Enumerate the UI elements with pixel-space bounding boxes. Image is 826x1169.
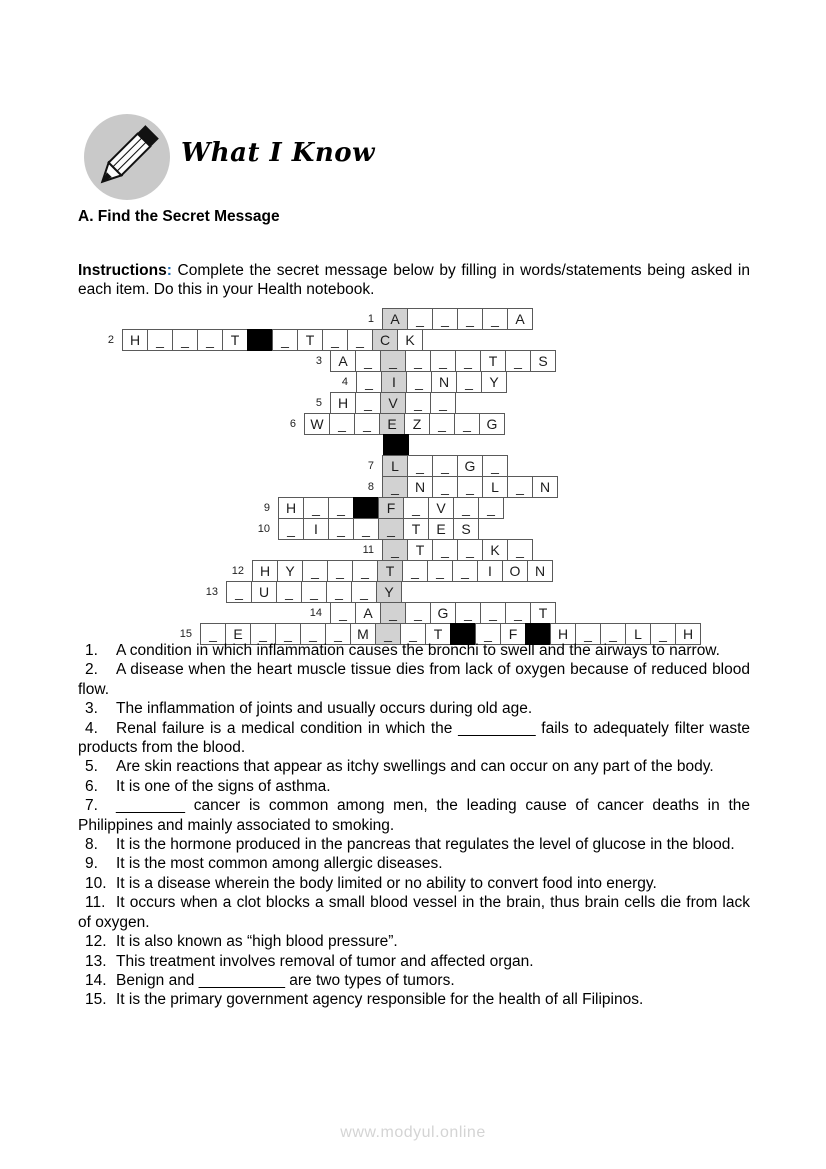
- clue-number: 8.: [85, 836, 98, 854]
- puzzle-row: [231, 560, 553, 582]
- puzzle-cell: _: [430, 350, 456, 372]
- puzzle-cell: T: [530, 602, 556, 624]
- puzzle-cell: _: [453, 497, 479, 519]
- puzzle-row: [367, 476, 558, 498]
- clue-number: 9.: [85, 855, 98, 873]
- puzzle-row-number: 4: [341, 376, 348, 388]
- clue-number: 12.: [85, 933, 107, 951]
- puzzle-cell: _: [355, 392, 381, 414]
- puzzle-cell: O: [502, 560, 528, 582]
- clue-text: The inflammation of joints and usually occurs during old age.: [116, 700, 533, 718]
- puzzle-cell: _: [432, 476, 458, 498]
- puzzle-cell: G: [430, 602, 456, 624]
- clue-item: [78, 796, 750, 835]
- puzzle-cell: _: [329, 413, 355, 435]
- puzzle-cell: V: [428, 497, 454, 519]
- puzzle-row-number: 7: [367, 460, 374, 472]
- clue-number: 7.: [85, 797, 98, 815]
- puzzle-row-number: 5: [315, 397, 322, 409]
- puzzle-cell: K: [397, 329, 423, 351]
- puzzle-cell: G: [479, 413, 505, 435]
- clue-item: [78, 990, 750, 1009]
- instructions-colon: :: [166, 261, 172, 279]
- puzzle-cell: _: [507, 476, 533, 498]
- puzzle-row: [205, 581, 402, 603]
- puzzle-cell: _: [326, 581, 352, 603]
- puzzle-cell: _: [328, 518, 354, 540]
- puzzle-row-number: 9: [263, 502, 270, 514]
- clue-number: 13.: [85, 952, 107, 970]
- instructions-paragraph: [78, 261, 750, 300]
- puzzle-cell: T: [403, 518, 429, 540]
- puzzle-cell: _: [172, 329, 198, 351]
- puzzle-cell: _: [355, 350, 381, 372]
- clue-text: Renal failure is a medical condition in which the _________ fails to adequately filter waste products from the blood.: [78, 719, 750, 757]
- puzzle-row: [289, 413, 505, 435]
- puzzle-cell: _: [351, 581, 377, 603]
- puzzle-cell: _: [353, 518, 379, 540]
- puzzle-row: [367, 308, 533, 330]
- puzzle-cell: _: [330, 602, 356, 624]
- puzzle-cell: E: [225, 623, 251, 645]
- clue-number: 4.: [85, 719, 98, 737]
- puzzle-cell: N: [527, 560, 553, 582]
- puzzle-cell: _: [456, 371, 482, 393]
- puzzle-cell: A: [355, 602, 381, 624]
- clue-text: It occurs when a clot blocks a small blood vessel in the brain, thus brain cells die from lack of oxygen.: [78, 894, 750, 931]
- puzzle-cell: _: [407, 308, 433, 330]
- puzzle-cell-highlight: T: [377, 560, 403, 582]
- puzzle-cell: F: [500, 623, 526, 645]
- puzzle-cell: U: [251, 581, 277, 603]
- puzzle-cell: _: [276, 581, 302, 603]
- puzzle-cell-highlight: _: [382, 476, 408, 498]
- puzzle-cell: _: [303, 497, 329, 519]
- puzzle-cell-highlight: A: [382, 308, 408, 330]
- puzzle-cell: H: [330, 392, 356, 414]
- puzzle-cell: _: [328, 497, 354, 519]
- puzzle-row: [263, 497, 504, 519]
- clue-item: [78, 854, 750, 873]
- clue-text: It is a disease wherein the body limited or no ability to convert food into energy.: [116, 874, 657, 892]
- puzzle-cell: _: [278, 518, 304, 540]
- puzzle-cell: I: [303, 518, 329, 540]
- puzzle-cell: _: [429, 413, 455, 435]
- puzzle-cell: E: [428, 518, 454, 540]
- puzzle-cell: _: [354, 413, 380, 435]
- puzzle-row-number: 14: [309, 607, 322, 619]
- clue-item: [78, 893, 750, 932]
- puzzle-cell-highlight: Y: [376, 581, 402, 603]
- puzzle-cell: A: [330, 350, 356, 372]
- clue-item: [78, 777, 750, 796]
- puzzle-cell: M: [350, 623, 376, 645]
- puzzle-cell: _: [356, 371, 382, 393]
- puzzle-cell: _: [147, 329, 173, 351]
- puzzle-cell: H: [550, 623, 576, 645]
- puzzle-cell: W: [304, 413, 330, 435]
- puzzle-cell: _: [403, 497, 429, 519]
- puzzle-cell: _: [457, 476, 483, 498]
- clue-number: 15.: [85, 991, 107, 1009]
- clue-text: It is the primary government agency responsible for the health of all Filipinos.: [116, 991, 644, 1009]
- puzzle-cell: _: [432, 539, 458, 561]
- puzzle-row-number: 8: [367, 481, 374, 493]
- puzzle-cell: L: [625, 623, 651, 645]
- puzzle-cell: _: [482, 308, 508, 330]
- puzzle-cell: _: [478, 497, 504, 519]
- puzzle-cell: _: [250, 623, 276, 645]
- puzzle-cell: _: [432, 455, 458, 477]
- puzzle-cell-highlight: F: [378, 497, 404, 519]
- puzzle-cell: _: [407, 455, 433, 477]
- puzzle-cell: T: [425, 623, 451, 645]
- page-title: What I Know: [181, 138, 375, 168]
- puzzle-cell: S: [530, 350, 556, 372]
- clue-number: 1.: [85, 642, 98, 659]
- puzzle-cell: A: [507, 308, 533, 330]
- puzzle-cell: _: [475, 623, 501, 645]
- puzzle-cell: T: [222, 329, 248, 351]
- instructions-text: Complete the secret message below by filling in words/statements being asked in each item. Do this in your Health notebook.: [78, 261, 750, 298]
- puzzle-cell: _: [302, 560, 328, 582]
- puzzle-row: [315, 350, 556, 372]
- puzzle-cell: _: [327, 560, 353, 582]
- puzzle-cell: _: [650, 623, 676, 645]
- clue-item: [78, 641, 750, 660]
- puzzle-cell-highlight: I: [381, 371, 407, 393]
- puzzle-cell: T: [297, 329, 323, 351]
- puzzle-cell-black: [353, 497, 379, 519]
- puzzle-cell: Y: [277, 560, 303, 582]
- puzzle-cell: K: [482, 539, 508, 561]
- puzzle-cell: _: [347, 329, 373, 351]
- puzzle-row: [341, 371, 507, 393]
- puzzle-cell: _: [405, 392, 431, 414]
- puzzle-row-number: 13: [205, 586, 218, 598]
- puzzle-row-number: 15: [179, 628, 192, 640]
- puzzle-cell: H: [675, 623, 701, 645]
- pencil-icon-graphic: [84, 114, 170, 200]
- puzzle-cell: _: [405, 350, 431, 372]
- puzzle-cell: S: [453, 518, 479, 540]
- clue-text: A disease when the heart muscle tissue dies from lack of oxygen because of reduced blood flow.: [78, 661, 750, 698]
- puzzle-cell: _: [457, 308, 483, 330]
- clue-text: It is also known as “high blood pressure”.: [116, 933, 398, 951]
- puzzle-cell: _: [406, 371, 432, 393]
- puzzle-cell-highlight: L: [382, 455, 408, 477]
- puzzle-row-number: 12: [231, 565, 244, 577]
- puzzle-cell-highlight: _: [378, 518, 404, 540]
- puzzle-cell: _: [400, 623, 426, 645]
- puzzle-cell: _: [272, 329, 298, 351]
- puzzle-cell: _: [275, 623, 301, 645]
- puzzle-cell: _: [432, 308, 458, 330]
- clue-text: Are skin reactions that appear as itchy swellings and can occur on any part of the body.: [116, 758, 714, 776]
- puzzle-row-number: 6: [289, 418, 296, 430]
- puzzle-row: [383, 434, 409, 456]
- footer-watermark: www.modyul.online: [340, 1124, 486, 1141]
- clue-item: [78, 952, 750, 971]
- puzzle-cell: _: [505, 350, 531, 372]
- clue-text: It is the hormone produced in the pancreas that regulates the level of glucose in the blood.: [116, 836, 735, 854]
- clue-item: [78, 835, 750, 854]
- puzzle-row: [309, 602, 556, 624]
- puzzle-cell: N: [407, 476, 433, 498]
- puzzle-cell: N: [532, 476, 558, 498]
- puzzle-cell: _: [505, 602, 531, 624]
- puzzle-cell: _: [200, 623, 226, 645]
- puzzle-row: [257, 518, 479, 540]
- puzzle-cell: _: [405, 602, 431, 624]
- puzzle-cell: _: [452, 560, 478, 582]
- puzzle-row: [107, 329, 423, 351]
- puzzle-cell-highlight: _: [380, 350, 406, 372]
- puzzle-cell: _: [226, 581, 252, 603]
- puzzle-cell-highlight: E: [379, 413, 405, 435]
- clue-text: A condition in which inflammation causes the bronchi to swell and the airways to narrow.: [116, 642, 720, 659]
- clue-text: Benign and __________ are two types of tumors.: [116, 971, 455, 989]
- clue-number: 14.: [85, 971, 107, 989]
- puzzle-cell-highlight: C: [372, 329, 398, 351]
- clue-text: This treatment involves removal of tumor and affected organ.: [116, 952, 534, 970]
- puzzle-cell: H: [278, 497, 304, 519]
- puzzle-cell-black: [247, 329, 273, 351]
- clue-item: [78, 932, 750, 951]
- clue-item: [78, 757, 750, 776]
- puzzle-cell-highlight: _: [375, 623, 401, 645]
- puzzle-cell: _: [197, 329, 223, 351]
- puzzle-cell: _: [402, 560, 428, 582]
- puzzle-row-number: 3: [315, 355, 322, 367]
- puzzle-row: [367, 455, 508, 477]
- puzzle-cell: _: [325, 623, 351, 645]
- puzzle-row: [315, 392, 456, 414]
- clue-item: [78, 699, 750, 718]
- puzzle-cell: _: [300, 623, 326, 645]
- clue-text: It is the most common among allergic diseases.: [116, 855, 443, 873]
- puzzle-cell: L: [482, 476, 508, 498]
- clue-number: 6.: [85, 777, 98, 795]
- puzzle-row: [362, 539, 533, 561]
- clue-list: [78, 641, 750, 1010]
- clue-item: [78, 660, 750, 699]
- puzzle-cell-black: [383, 434, 409, 456]
- puzzle-cell: _: [600, 623, 626, 645]
- puzzle-cell-highlight: _: [382, 539, 408, 561]
- clue-number: 11.: [85, 894, 106, 912]
- puzzle-cell: _: [455, 602, 481, 624]
- puzzle-cell: _: [507, 539, 533, 561]
- clue-item: [78, 719, 750, 758]
- instructions-label: Instructions: [78, 261, 167, 279]
- puzzle-cell: Y: [481, 371, 507, 393]
- puzzle-cell: _: [430, 392, 456, 414]
- puzzle-cell: T: [407, 539, 433, 561]
- puzzle-row-number: 1: [367, 313, 374, 325]
- puzzle-cell: _: [480, 602, 506, 624]
- puzzle-cell: I: [477, 560, 503, 582]
- puzzle-cell: _: [322, 329, 348, 351]
- clue-number: 5.: [85, 758, 98, 776]
- clue-number: 3.: [85, 700, 98, 718]
- clue-number: 2.: [85, 661, 98, 679]
- puzzle-row-number: 11: [362, 544, 374, 556]
- puzzle-cell: _: [575, 623, 601, 645]
- puzzle-cell: T: [480, 350, 506, 372]
- puzzle-cell: _: [482, 455, 508, 477]
- puzzle-row-number: 2: [107, 334, 114, 346]
- puzzle-cell-highlight: _: [380, 602, 406, 624]
- puzzle-cell: _: [455, 350, 481, 372]
- puzzle-cell: _: [457, 539, 483, 561]
- puzzle-cell: H: [122, 329, 148, 351]
- puzzle-cell-highlight: V: [380, 392, 406, 414]
- puzzle-cell: _: [301, 581, 327, 603]
- clue-text: ________ cancer is common among men, the leading cause of cancer deaths in the Philippines and mainly associated to smoking.: [78, 797, 750, 834]
- clue-number: 10.: [85, 874, 107, 892]
- puzzle-cell: _: [352, 560, 378, 582]
- pencil-icon: [84, 114, 170, 200]
- puzzle-cell: Z: [404, 413, 430, 435]
- section-heading: A. Find the Secret Message: [78, 208, 280, 225]
- puzzle-cell: _: [454, 413, 480, 435]
- puzzle-cell: _: [427, 560, 453, 582]
- puzzle-cell: N: [431, 371, 457, 393]
- puzzle-row-number: 10: [257, 523, 270, 535]
- puzzle-cell: G: [457, 455, 483, 477]
- clue-text: It is one of the signs of asthma.: [116, 777, 331, 795]
- clue-item: [78, 971, 750, 990]
- clue-item: [78, 874, 750, 893]
- puzzle-cell: H: [252, 560, 278, 582]
